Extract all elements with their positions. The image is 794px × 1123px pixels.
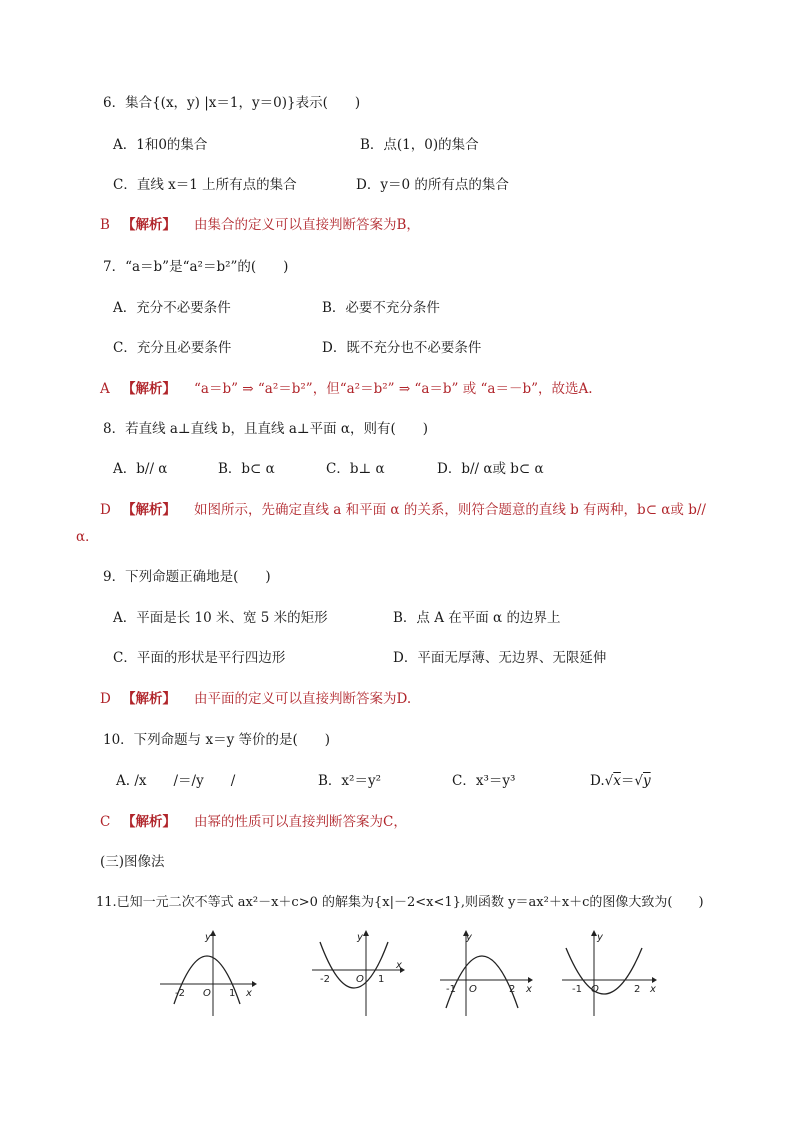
q11-graph-a-right-root: 1 <box>229 988 236 999</box>
q6-option-c: C．直线 x＝1 上所有点的集合 <box>113 177 297 193</box>
sqrt-icon: √ <box>634 773 643 789</box>
q8-answer <box>100 500 706 520</box>
q6-stem: 6．集合{(x，y) |x＝1，y＝0)}表示( ) <box>103 95 361 111</box>
q7-stem: 7．“a＝b”是“a²＝b²”的( ) <box>103 259 289 275</box>
q8-answer-text-continued: α． <box>76 529 99 545</box>
q9-answer <box>100 689 411 709</box>
q9-option-c: C．平面的形状是平行四边形 <box>113 650 286 666</box>
q8-stem: 8．若直线 a⊥直线 b，且直线 a⊥平面 α，则有( ) <box>103 421 429 437</box>
q11-graph-c-right-root: 2 <box>509 984 516 995</box>
q8-answer-key: D <box>100 502 111 518</box>
q10-option-a: A. /x /＝/y / <box>116 773 236 789</box>
q11-graph-d <box>562 928 666 1018</box>
q10-answer-text: 由幂的性质可以直接判断答案为C， <box>194 814 407 830</box>
q6-option-b: B．点(1，0)的集合 <box>360 137 479 153</box>
q6-answer <box>100 215 420 235</box>
q11-graph-a-y-label: y <box>205 932 211 943</box>
q11-graph-a-x-label: x <box>246 988 252 999</box>
q7-option-c: C．充分且必要条件 <box>113 340 232 356</box>
q9-answer-tag: 【解析】 <box>122 691 176 707</box>
q11-graph-b-left-root: -2 <box>320 974 330 985</box>
q11-graph-b <box>312 928 412 1018</box>
q8-answer-tag: 【解析】 <box>122 502 176 518</box>
q11-graph-b-right-root: 1 <box>378 974 385 985</box>
q7-answer-tag: 【解析】 <box>122 381 176 397</box>
q7-answer-text: “a＝b” ⇒ “a²＝b²”，但“a²＝b²” ⇒ “a＝b” 或 “a＝－b”，故选A. <box>194 381 593 397</box>
q11-graph-a-left-root: -2 <box>175 988 185 999</box>
section-heading: (三)图像法 <box>100 854 165 870</box>
q11-graph-c-y-label: y <box>466 932 472 943</box>
q8-answer-text: 如图所示，先确定直线 a 和平面 α 的关系，则符合题意的直线 b 有两种，b⊂ α或 b// <box>194 502 706 518</box>
sqrt-icon: √ <box>604 773 614 789</box>
q9-answer-key: D <box>100 691 111 707</box>
q10-option-d-label: D. <box>590 773 605 789</box>
q9-answer-text: 由平面的定义可以直接判断答案为D. <box>194 691 412 707</box>
q10-answer-key: C <box>100 814 111 830</box>
q11-graph-d-y-label: y <box>597 932 603 943</box>
q11-graph-d-origin: O <box>591 984 599 995</box>
q11-graph-c-x-label: x <box>526 984 532 995</box>
q10-answer <box>100 812 407 832</box>
q11-graph-b-origin: O <box>356 974 364 985</box>
q11-graph-a-origin: O <box>203 988 211 999</box>
q9-stem: 9．下列命题正确地是( ) <box>103 569 271 585</box>
q6-option-d: D．y＝0 的所有点的集合 <box>356 177 509 193</box>
q7-option-d: D．既不充分也不必要条件 <box>322 340 482 356</box>
q8-option-c: C．b⊥ α <box>326 461 385 477</box>
q7-option-b: B．必要不充分条件 <box>322 300 440 316</box>
q11-graph-c <box>440 928 540 1018</box>
q10-option-b: B．x²＝y² <box>318 773 381 789</box>
q11-graph-b-x-label: x <box>396 960 402 971</box>
q11-graph-d-x-label: x <box>650 984 656 995</box>
q6-answer-key: B <box>100 217 110 233</box>
q10-stem: 10．下列命题与 x＝y 等价的是( ) <box>103 732 331 748</box>
q6-answer-text: 由集合的定义可以直接判断答案为B， <box>194 217 420 233</box>
q8-option-a: A．b// α <box>113 461 168 477</box>
q8-option-b: B．b⊂ α <box>218 461 275 477</box>
q10-option-d-equals: ＝ <box>620 773 635 789</box>
q10-option-d <box>590 771 651 791</box>
q11-stem: 11.已知一元二次不等式 ax²－x＋c>0 的解集为{x|－2<x<1},则函数 y＝ax²＋x＋c的图像大致为( ) <box>96 895 704 910</box>
q11-graph-d-right-root: 2 <box>634 984 641 995</box>
q10-option-c: C．x³＝y³ <box>452 773 516 789</box>
q10-option-d-radicand-y: y <box>642 773 651 789</box>
q6-answer-tag: 【解析】 <box>122 217 176 233</box>
q10-option-d-radicand-x: x <box>613 773 621 789</box>
q8-option-d: D．b// α或 b⊂ α <box>437 461 544 477</box>
q11-graph-a <box>160 928 260 1018</box>
q9-option-b: B．点 A 在平面 α 的边界上 <box>393 610 561 626</box>
q11-graph-d-left-root: -1 <box>572 984 582 995</box>
q11-graph-b-y-label: y <box>357 932 363 943</box>
q11-graph-c-origin: O <box>469 984 477 995</box>
q11-graph-c-left-root: -1 <box>446 984 456 995</box>
q6-option-a: A．1和0的集合 <box>113 137 208 153</box>
q7-answer <box>100 379 593 399</box>
q7-answer-key: A <box>100 381 110 397</box>
q7-option-a: A．充分不必要条件 <box>113 300 231 316</box>
q10-answer-tag: 【解析】 <box>122 814 176 830</box>
q9-option-d: D．平面无厚薄、无边界、无限延伸 <box>393 650 607 666</box>
q9-option-a: A．平面是长 10 米、宽 5 米的矩形 <box>113 610 328 626</box>
